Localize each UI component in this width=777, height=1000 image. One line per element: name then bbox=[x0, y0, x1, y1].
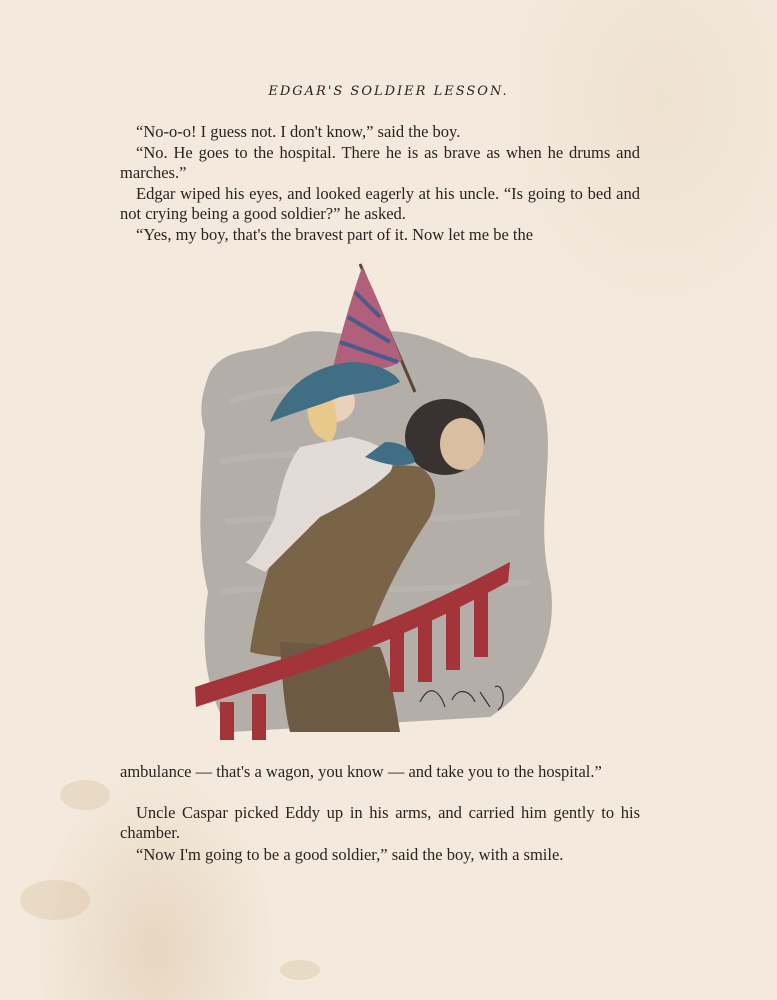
flag bbox=[332, 267, 402, 372]
paragraph: “No-o-o! I guess not. I don't know,” said the boy. bbox=[136, 122, 461, 141]
running-header: EDGAR'S SOLDIER LESSON. bbox=[268, 84, 509, 99]
paragraph: “No. He goes to the hospital. There he is as brave as when he drums and marches.” bbox=[120, 143, 640, 182]
paragraph: “Now I'm going to be a good soldier,” said the boy, with a smile. bbox=[136, 845, 564, 864]
railing-post bbox=[474, 587, 488, 657]
railing-post bbox=[418, 617, 432, 682]
railing-post bbox=[446, 602, 460, 670]
paper-stain bbox=[20, 880, 90, 920]
railing-post bbox=[220, 702, 234, 740]
paragraph: Uncle Caspar picked Eddy up in his arms, and carried him gently to his chamber. bbox=[120, 803, 640, 842]
illustration bbox=[190, 262, 570, 747]
paper-stain bbox=[280, 960, 320, 980]
man-face bbox=[440, 418, 484, 470]
paper-stain bbox=[60, 780, 110, 810]
railing-post bbox=[390, 632, 404, 692]
paragraph: “Yes, my boy, that's the bravest part of it. Now let me be the bbox=[136, 225, 534, 244]
paragraph: Edgar wiped his eyes, and looked eagerly at his uncle. “Is going to bed and not crying being a good soldier?” he asked. bbox=[120, 184, 640, 223]
paragraph: ambulance — that's a wagon, you know — and take you to the hospital.” bbox=[120, 762, 602, 781]
railing-post bbox=[252, 694, 266, 740]
